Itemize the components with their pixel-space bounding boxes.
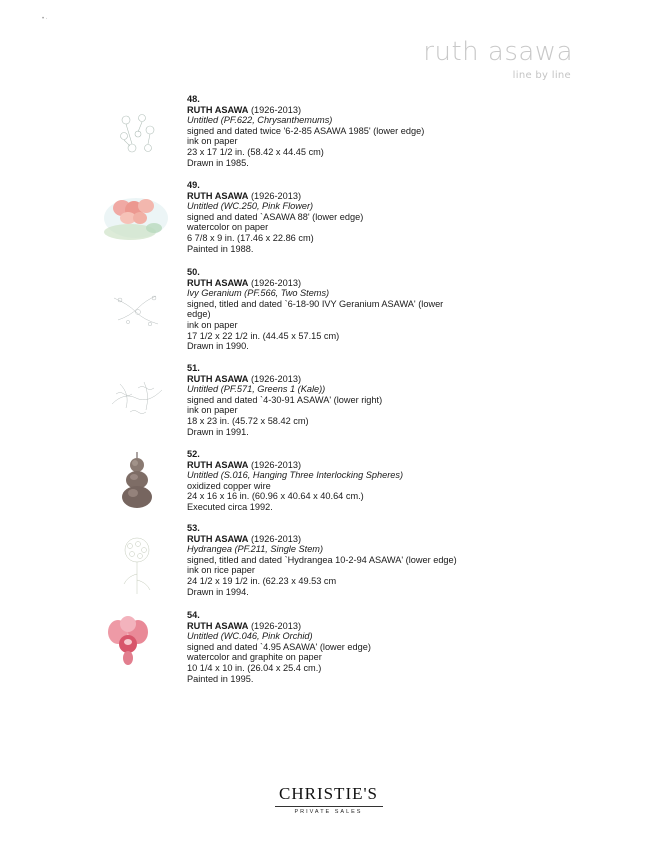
lot-entry <box>187 363 477 437</box>
lot-number: 54. <box>187 610 200 620</box>
lot-inscription: signed and dated `ASAWA 88' (lower edge) <box>187 211 364 222</box>
lot-date: Executed circa 1992. <box>187 501 273 512</box>
lot-51-kale-drawing <box>106 374 170 420</box>
lot-medium: ink on paper <box>187 136 238 147</box>
lot-medium: ink on paper <box>187 405 238 416</box>
lot-artist-line <box>187 374 477 385</box>
lot-dimensions: 24 x 16 x 16 in. (60.96 x 40.64 x 40.64 cm.) <box>187 491 364 502</box>
lot-title: Ivy Geranium (PF.566, Two Stems) <box>187 288 330 299</box>
lot-artist-dates: (1926-2013) <box>248 459 302 470</box>
christies-logo: CHRISTIE'S <box>278 784 379 803</box>
lot-date: Painted in 1995. <box>187 673 254 684</box>
lot-artist-line <box>187 460 477 471</box>
lot-dimensions: 23 x 17 1/2 in. (58.42 x 44.45 cm) <box>187 146 324 157</box>
lot-date: Drawn in 1991. <box>187 426 249 437</box>
lot-artist: RUTH ASAWA <box>187 277 249 288</box>
lot-medium: watercolor on paper <box>187 222 269 233</box>
lot-medium: oxidized copper wire <box>187 480 271 491</box>
lot-entry <box>187 610 477 684</box>
lot-artist-line <box>187 278 477 289</box>
lot-artist-dates: (1926-2013) <box>248 104 302 115</box>
footer-divider <box>275 806 383 807</box>
brand-subtitle: line by line <box>512 70 571 81</box>
lot-dimensions: 10 1/4 x 10 in. (26.04 x 25.4 cm.) <box>187 662 322 673</box>
lot-52-copper-wire-sculpture <box>118 450 156 510</box>
lot-entry <box>187 523 477 597</box>
lot-inscription: signed, titled and dated `Hydrangea 10-2-94 ASAWA' (lower edge) <box>187 554 457 565</box>
lot-artist-dates: (1926-2013) <box>248 533 302 544</box>
lot-50-ivy-geranium-drawing <box>108 290 164 334</box>
lot-artist: RUTH ASAWA <box>187 533 249 544</box>
lot-entry <box>187 267 477 352</box>
lot-dimensions: 17 1/2 x 22 1/2 in. (44.45 x 57.15 cm) <box>187 330 340 341</box>
lot-title: Untitled (S.016, Hanging Three Interlocking Spheres) <box>187 470 404 481</box>
lot-artist: RUTH ASAWA <box>187 459 249 470</box>
lot-dimensions: 6 7/8 x 9 in. (17.46 x 22.86 cm) <box>187 232 314 243</box>
lot-medium: ink on rice paper <box>187 565 255 576</box>
lot-artist: RUTH ASAWA <box>187 104 249 115</box>
lot-entry <box>187 449 477 513</box>
lot-artist-dates: (1926-2013) <box>248 373 302 384</box>
lot-number: 48. <box>187 94 200 104</box>
lot-artist-line <box>187 534 477 545</box>
lot-number: 52. <box>187 449 200 459</box>
lot-artist: RUTH ASAWA <box>187 373 249 384</box>
lot-artist-line <box>187 621 477 632</box>
lot-inscription: signed and dated `4-30-91 ASAWA' (lower right) <box>187 394 383 405</box>
lot-number: 51. <box>187 363 200 373</box>
lot-title: Hydrangea (PF.211, Single Stem) <box>187 544 324 555</box>
lot-title: Untitled (PF.622, Chrysanthemums) <box>187 115 333 126</box>
lot-inscription: signed and dated twice '6-2-85 ASAWA 1985' (lower edge) <box>187 125 425 136</box>
lot-dimensions: 18 x 23 in. (45.72 x 58.42 cm) <box>187 415 309 426</box>
lot-artist-dates: (1926-2013) <box>248 190 302 201</box>
lot-artist: RUTH ASAWA <box>187 620 249 631</box>
lot-title: Untitled (WC.046, Pink Orchid) <box>187 631 313 642</box>
lot-number: 50. <box>187 267 200 277</box>
lot-entry <box>187 94 477 168</box>
footer-subtitle: PRIVATE SALES <box>294 809 363 815</box>
lot-date: Drawn in 1990. <box>187 341 249 352</box>
lot-48-chrysanthemum-drawing <box>112 108 162 160</box>
lot-medium: watercolor and graphite on paper <box>187 652 322 663</box>
lot-date: Drawn in 1994. <box>187 586 249 597</box>
scan-specks: • · <box>42 16 48 22</box>
lot-title: Untitled (PF.571, Greens 1 (Kale)) <box>187 384 326 395</box>
lot-artist: RUTH ASAWA <box>187 190 249 201</box>
lot-number: 49. <box>187 180 200 190</box>
lot-inscription: signed and dated `4.95 ASAWA' (lower edge) <box>187 641 371 652</box>
lot-dimensions: 24 1/2 x 19 1/2 in. (62.23 x 49.53 cm <box>187 575 337 586</box>
footer <box>0 784 657 815</box>
lot-artist-line <box>187 191 477 202</box>
lot-medium: ink on paper <box>187 319 238 330</box>
lot-artist-line <box>187 105 477 116</box>
lot-artist-dates: (1926-2013) <box>248 620 302 631</box>
lot-title: Untitled (WC.250, Pink Flower) <box>187 201 314 212</box>
brand-title: ruth asawa <box>423 37 573 67</box>
lot-inscription: signed, titled and dated `6-18-90 IVY Geranium ASAWA' (lower edge) <box>187 298 444 320</box>
lot-54-pink-orchid-watercolor <box>104 614 152 668</box>
brand-header <box>423 38 573 81</box>
lot-53-hydrangea-drawing <box>114 536 160 598</box>
lot-artist-dates: (1926-2013) <box>248 277 302 288</box>
lot-49-pink-flower-watercolor <box>100 188 172 246</box>
lot-entry <box>187 180 477 254</box>
lot-number: 53. <box>187 523 200 533</box>
lot-date: Painted in 1988. <box>187 243 254 254</box>
lot-date: Drawn in 1985. <box>187 157 249 168</box>
